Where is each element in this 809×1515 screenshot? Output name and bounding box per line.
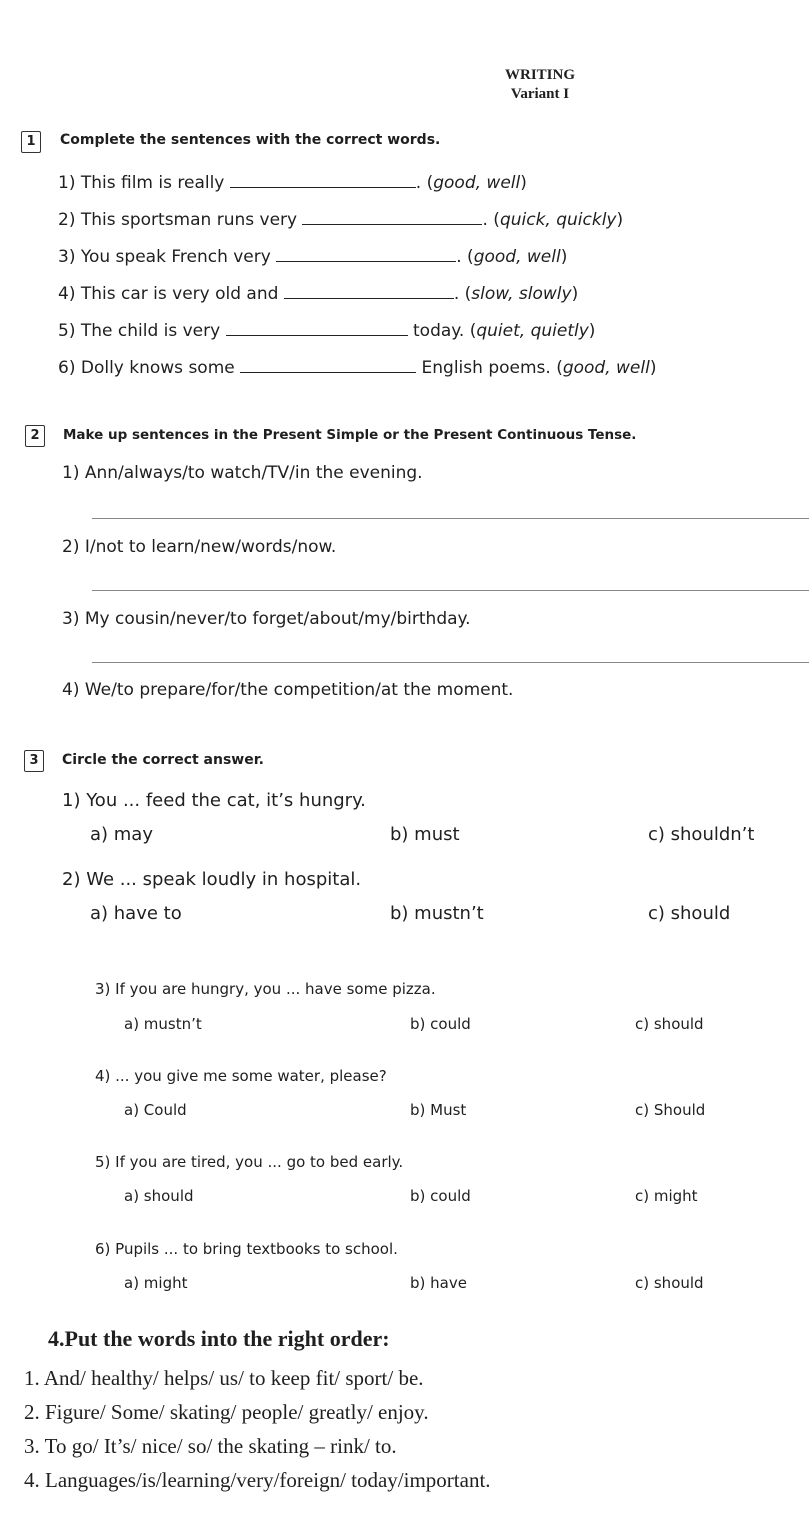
option-c[interactable]: c) should	[635, 1274, 704, 1292]
option-a[interactable]: a) may	[90, 824, 153, 845]
ex3-question-2: 2) We ... speak loudly in hospital.	[62, 869, 362, 890]
exercise-2-instruction: Make up sentences in the Present Simple or the Present Continuous Tense.	[63, 427, 637, 443]
ex2-prompt-3: 3) My cousin/never/to forget/about/my/birthday.	[62, 609, 471, 629]
answer-blank[interactable]	[240, 358, 416, 373]
option-a[interactable]: a) have to	[90, 903, 182, 924]
option-c[interactable]: c) shouldn’t	[648, 824, 755, 845]
option-c[interactable]: c) might	[635, 1187, 698, 1205]
ex4-item-3: 3. To go/ It’s/ nice/ so/ the skating – rink/ to.	[24, 1434, 397, 1458]
answer-blank[interactable]	[276, 247, 456, 262]
answer-line[interactable]	[92, 518, 809, 519]
ex4-item-2: 2. Figure/ Some/ skating/ people/ greatly/ enjoy.	[24, 1400, 429, 1424]
ex1-sentence-6: 6) Dolly knows some English poems. (good, well)	[58, 358, 657, 378]
option-b[interactable]: b) could	[410, 1187, 471, 1205]
answer-blank[interactable]	[302, 210, 482, 225]
ex3-question-4: 4) ... you give me some water, please?	[95, 1067, 387, 1085]
option-a[interactable]: a) might	[124, 1274, 188, 1292]
ex3-question-1: 1) You ... feed the cat, it’s hungry.	[62, 790, 366, 811]
answer-blank[interactable]	[284, 284, 454, 299]
exercise-2-number: 2	[25, 425, 45, 447]
option-b[interactable]: b) must	[390, 824, 460, 845]
ex1-sentence-2: 2) This sportsman runs very . (quick, quickly)	[58, 210, 624, 230]
exercise-1-number: 1	[21, 131, 41, 153]
ex4-item-1: 1. And/ healthy/ helps/ us/ to keep fit/ sport/ be.	[24, 1366, 424, 1390]
option-b[interactable]: b) could	[410, 1015, 471, 1033]
ex2-prompt-1: 1) Ann/always/to watch/TV/in the evening.	[62, 463, 423, 483]
ex3-question-6: 6) Pupils ... to bring textbooks to school.	[95, 1240, 398, 1258]
exercise-1-instruction: Complete the sentences with the correct words.	[60, 132, 441, 148]
ex2-prompt-2: 2) I/not to learn/new/words/now.	[62, 537, 337, 557]
ex1-sentence-5: 5) The child is very today. (quiet, quietly)	[58, 321, 596, 341]
option-b[interactable]: b) have	[410, 1274, 467, 1292]
ex3-question-5: 5) If you are tired, you ... go to bed early.	[95, 1153, 404, 1171]
ex2-prompt-4: 4) We/to prepare/for/the competition/at the moment.	[62, 680, 514, 700]
worksheet-title: WRITING	[504, 67, 575, 83]
exercise-4-heading: 4.Put the words into the right order:	[48, 1326, 390, 1351]
ex1-sentence-3: 3) You speak French very . (good, well)	[58, 247, 568, 267]
ex3-question-3: 3) If you are hungry, you ... have some pizza.	[95, 980, 436, 998]
variant-label: Variant I	[510, 86, 570, 102]
option-c[interactable]: c) should	[635, 1015, 704, 1033]
answer-line[interactable]	[92, 590, 809, 591]
ex4-item-4: 4. Languages/is/learning/very/foreign/ today/important.	[24, 1468, 491, 1492]
option-b[interactable]: b) Must	[410, 1101, 467, 1119]
option-a[interactable]: a) should	[124, 1187, 194, 1205]
option-a[interactable]: a) mustn’t	[124, 1015, 202, 1033]
ex1-sentence-1: 1) This film is really . (good, well)	[58, 173, 527, 193]
option-c[interactable]: c) should	[648, 903, 731, 924]
option-c[interactable]: c) Should	[635, 1101, 706, 1119]
exercise-3-instruction: Circle the correct answer.	[62, 752, 264, 768]
answer-line[interactable]	[92, 662, 809, 663]
answer-blank[interactable]	[226, 321, 408, 336]
exercise-3-number: 3	[24, 750, 44, 772]
ex1-sentence-4: 4) This car is very old and . (slow, slowly)	[58, 284, 579, 304]
answer-blank[interactable]	[230, 173, 416, 188]
option-b[interactable]: b) mustn’t	[390, 903, 484, 924]
option-a[interactable]: a) Could	[124, 1101, 187, 1119]
